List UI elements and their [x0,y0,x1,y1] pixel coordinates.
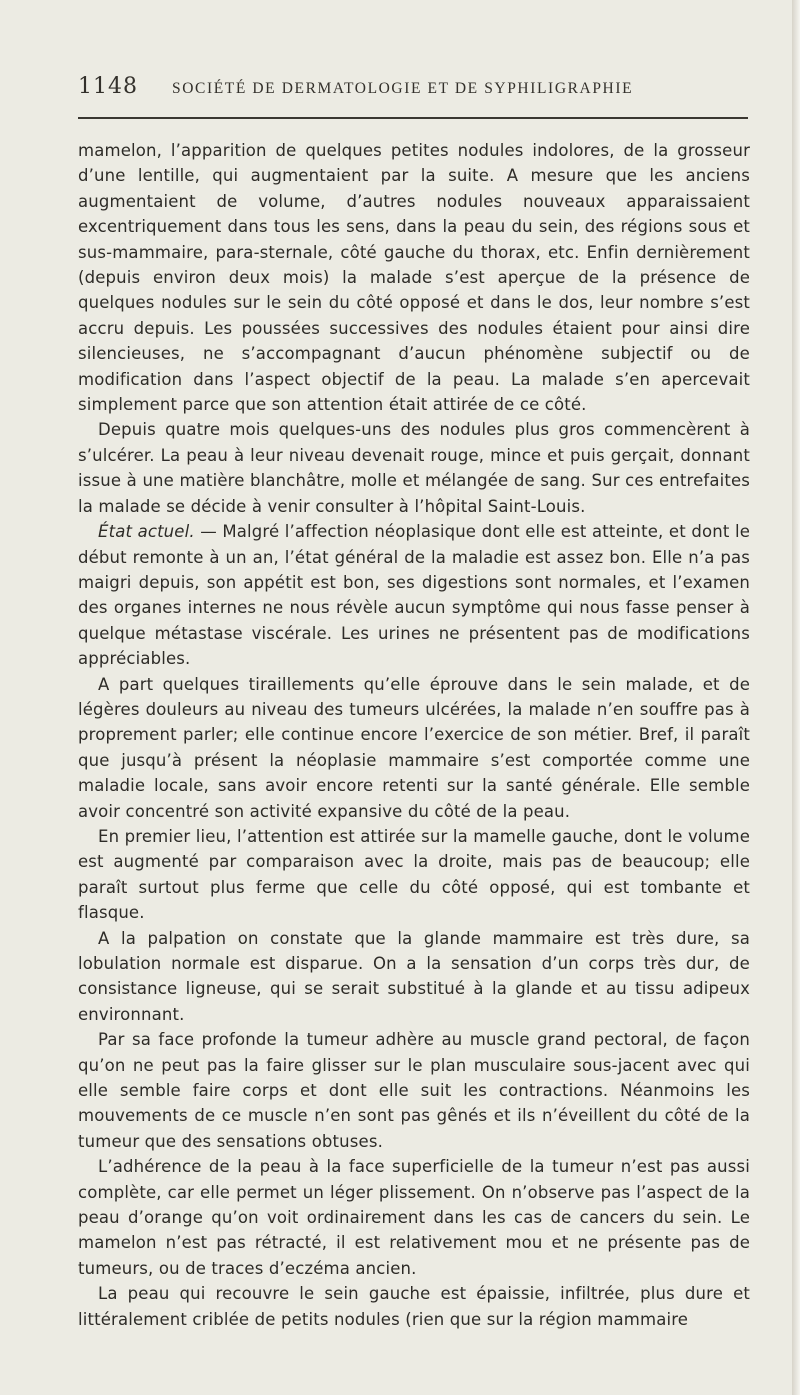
paragraph-4 [78,672,750,824]
paragraph-5 [78,824,750,926]
paragraph-text: — Malgré l’affection néoplasique dont elle est atteinte, et dont le début remonte à un an, l’état général de la maladie est assez bon. Elle n’a pas maigri depuis, son appétit est bon, ses digestions sont normales, et l’examen des organes internes ne nous révèle aucun symptôme qui nous fasse penser à quelque métastase viscérale. Les urines ne présentent pas de modifications appréciables. [78,522,750,669]
page-header [78,74,748,110]
paragraph-6 [78,926,750,1028]
paragraph-text: L’adhérence de la peau à la face superficielle de la tumeur n’est pas aussi complète, car elle permet un léger plissement. On n’observe pas l’aspect de la peau d’orange qu’on voit ordinairement dans les cas de cancers du sein. Le mamelon n’est pas rétracté, il est relativement mou et ne présente pas de tumeurs, ou de traces d’eczéma ancien. [78,1157,750,1278]
section-lead: État actuel. [98,522,195,542]
paragraph-text: En premier lieu, l’attention est attirée sur la mamelle gauche, dont le volume est augmenté par comparaison avec la droite, mais pas de beaucoup; elle paraît surtout plus ferme que celle du côté opposé, qui est tombante et flasque. [78,826,750,923]
running-head: SOCIÉTÉ DE DERMATOLOGIE ET DE SYPHILIGRAPHIE [172,80,634,97]
paragraph-text: Par sa face profonde la tumeur adhère au muscle grand pectoral, de façon qu’on ne peut pas la faire glisser sur le plan musculaire sous-jacent avec qui elle semble faire corps et dont elle suit les contractions. Néanmoins les mouvements de ce muscle n’en sont pas gênés et ils n’éveillent du côté de la tumeur que des sensations obtuses. [78,1030,750,1151]
page-number: 1148 [78,74,138,99]
paragraph-9 [78,1281,750,1332]
paragraph-text: A la palpation on constate que la glande mammaire est très dure, sa lobulation normale est disparue. On a la sensation d’un corps très dur, de consistance ligneuse, qui se serait substitué à la glande et au tissu adipeux environnant. [78,928,750,1024]
paragraph-3 [78,519,750,671]
page-edge [792,0,800,1395]
paragraph-8 [78,1154,750,1281]
body-text [78,138,750,1332]
paragraph-text: La peau qui recouvre le sein gauche est épaissie, infiltrée, plus dure et littéralement criblée de petits nodules (rien que sur la région mammaire [78,1284,750,1329]
header-rule [78,117,748,119]
paragraph-text: mamelon, l’apparition de quelques petites nodules indolores, de la grosseur d’une lentille, qui augmentaient par la suite. A mesure que les anciens augmentaient de volume, d’autres nodules nouveaux apparaissaient excentriquement dans tous les sens, dans la peau du sein, des régions sous et sus-mammaire, para-sternale, côté gauche du thorax, etc. Enfin dernièrement (depuis environ deux mois) la malade s’est aperçue de la présence de quelques nodules sur le sein du côté opposé et dans le dos, leur nombre s’est accru depuis. Les poussées successives des nodules étaient pour ainsi dire silencieuses, ne s’accompagnant d’aucun phénomène subjectif ou de modification dans l’aspect objectif de la peau. La malade s’en apercevait simplement parce que son attention était attirée de ce côté. [78,141,750,415]
paragraph-2 [78,417,750,519]
paragraph-text: A part quelques tiraillements qu’elle éprouve dans le sein malade, et de légères douleurs au niveau des tumeurs ulcérées, la malade n’en souffre pas à proprement parler; elle continue encore l’exercice de son métier. Bref, il paraît que jusqu’à présent la néoplasie mammaire s’est comportée comme une maladie locale, sans avoir encore retenti sur la santé générale. Elle semble avoir concentré son activité expansive du côté de la peau. [78,674,750,821]
paragraph-7 [78,1027,750,1154]
paragraph-text: Depuis quatre mois quelques-uns des nodules plus gros commencèrent à s’ulcérer. La peau à leur niveau devenait rouge, mince et puis gerçait, donnant issue à une matière blanchâtre, molle et mélangée de sang. Sur ces entrefaites la malade se décide à venir consulter à l’hôpital Saint-Louis. [78,420,750,516]
paragraph-1 [78,138,750,417]
